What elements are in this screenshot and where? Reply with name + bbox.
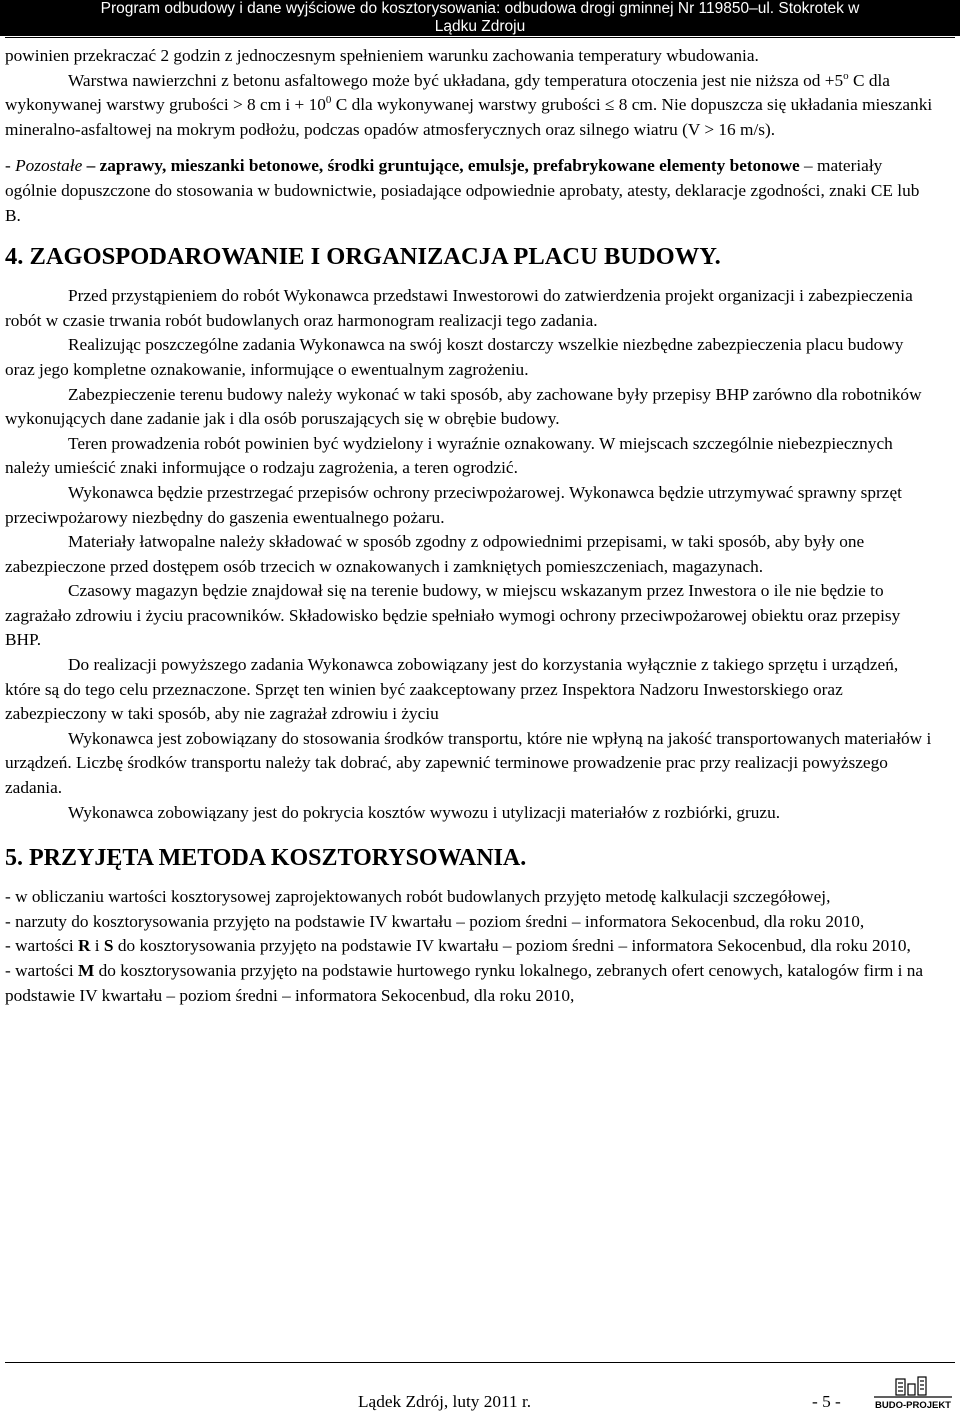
section5-item: - w obliczaniu wartości kosztorysowej zaprojektowanych robót budowlanych przyjęto metodę kalkulacji szczegółowej, (5, 887, 831, 907)
section-heading-4: 4. ZAGOSPODAROWANIE I ORGANIZACJA PLACU BUDOWY. (5, 243, 721, 271)
text-run: do kosztorysowania przyjęto na podstawie IV kwartału – poziom średni – informatora Sekocenbud, dla roku 2010, (113, 936, 911, 956)
paragraph-pozostale (5, 154, 937, 228)
bold-term: R (77, 936, 91, 956)
page-body (5, 44, 937, 1008)
text-run: C dla wykonywanej warstwy grubości ≤ 8 cm. Nie dopuszcza się układania mieszanki mineralno-asfaltowej na mokrym podłożu, podczas opadów atmosferycznych oraz silnego wiatru (V > 16 m/s). (5, 95, 933, 139)
bold-term: S (103, 936, 114, 956)
text-run: Warstwa nawierzchni z betonu asfaltowego może być układana, gdy temperatura otoczenia jest nie niższa od +5 (68, 70, 844, 90)
italic-term: Pozostałe (15, 156, 83, 176)
section5-item (5, 959, 937, 1008)
header-line-1: Program odbudowy i dane wyjściowe do kosztorysowania: odbudowa drogi gminnej Nr 119850–ul. Stokrotek w (100, 0, 860, 17)
text-run: – materiały ogólnie dopuszczone do stosowania w budownictwie, posiadające odpowiednie aprobaty, atesty, deklaracje zgodności, znaki CE lub B. (5, 156, 920, 225)
text-run: do kosztorysowania przyjęto na podstawie hurtowego rynku lokalnego, zebranych ofert cenowych, katalogów firm i na podstawie IV kwartału – poziom średni – informatora Sekocenbud, dla roku 2010, (5, 961, 924, 1005)
text-run: – (82, 156, 100, 176)
section4-paragraph: Przed przystąpieniem do robót Wykonawca przedstawi Inwestorowi do zatwierdzenia projekt organizacji i zabezpieczenia robót w czasie trwania robót budowlanych oraz harmonogram realizacji tego zadania. (5, 286, 913, 330)
section-heading-5: 5. PRZYJĘTA METODA KOSZTORYSOWANIA. (5, 845, 527, 872)
section4-paragraph: Teren prowadzenia robót powinien być wydzielony i wyraźnie oznakowany. W miejscach szczególnie niebezpiecznych należy umieścić znaki informujące o rodzaju zagrożenia, a teren ogrodzić. (5, 433, 893, 478)
section4-paragraph: Czasowy magazyn będzie znajdował się na terenie budowy, w miejscu wskazanym przez Inwestora o ile nie będzie to zagrażało zdrowiu i życiu pracowników. Składowisko będzie spełniało wymogi ochrony przeciwpożarowej obiektu oraz przepisy BHP. (5, 581, 901, 650)
section4-paragraph: Wykonawca będzie przestrzegać przepisów ochrony przeciwpożarowej. Wykonawca będzie utrzymywać sprawny sprzęt przeciwpożarowy niezbędny do gaszenia ewentualnego pożaru. (5, 482, 902, 527)
text-run: - wartości (5, 936, 78, 956)
text-run: i (90, 936, 104, 956)
page-header (0, 0, 960, 36)
footer-rule (5, 1362, 955, 1363)
section4-paragraph: Wykonawca jest zobowiązany do stosowania środków transportu, które nie wpłyną na jakość transportowanych materiałów i urządzeń. Liczbę środków transportu należy tak dobrać, aby zapewnić terminowe prowadzenie prac przy realizacji powyższego zadania. (5, 728, 932, 798)
text-run: - wartości (5, 961, 78, 980)
text-run: - (5, 156, 16, 176)
text-run: C dla wykonywanej warstwy grubości > 8 cm i + 10 (5, 70, 890, 115)
superscript: o (843, 69, 849, 82)
bold-term: zaprawy, mieszanki betonowe, środki gruntujące, emulsje, prefabrykowane elementy betonowe (99, 156, 800, 176)
header-line-2: Lądku Zdroju (434, 18, 526, 35)
header-rule (5, 37, 955, 38)
section5-item (5, 934, 937, 959)
paragraph-wbudowanie: powinien przekraczać 2 godzin z jednoczesnym spełnieniem warunku zachowania temperatury wbudowania. (5, 46, 759, 65)
budo-projekt-logo (872, 1376, 954, 1412)
section5-item: - narzuty do kosztorysowania przyjęto na podstawie IV kwartału – poziom średni – informatora Sekocenbud, dla roku 2010, (5, 911, 865, 931)
section4-paragraph: Zabezpieczenie terenu budowy należy wykonać w taki sposób, aby zachowane były przepisy BHP zarówno dla robotników wykonujących dane zadanie jak i dla osób poruszających się w obrębie budowy. (5, 384, 922, 429)
section4-paragraph: Materiały łatwopalne należy składować w sposób zgodny z odpowiednimi przepisami, w taki sposób, aby były one zabezpieczone przed dostępem osób trzecich w oznakowanych i zamkniętych pomieszczeniach, magazynach. (5, 532, 865, 576)
section4-paragraph: Wykonawca zobowiązany jest do pokrycia kosztów wywozu i utylizacji materiałów z rozbiórki, gruzu. (68, 802, 781, 822)
section4-paragraph: Do realizacji powyższego zadania Wykonawca zobowiązany jest do korzystania wyłącznie z takiego sprzętu i urządzeń, które są do tego celu przeznaczone. Sprzęt ten winien być zaakceptowany przez Inspektora Nadzoru Inwestorskiego oraz zabezpieczony w taki sposób, aby nie zagrażał zdrowiu i życiu (5, 655, 899, 724)
paragraph-temperatura (5, 69, 937, 143)
bold-term: M (77, 961, 95, 980)
page-number: - 5 - (812, 1392, 841, 1411)
superscript: 0 (325, 94, 332, 107)
footer-date: Lądek Zdrój, luty 2011 r. (358, 1392, 532, 1411)
logo-text: BUDO-PROJEKT (874, 1400, 952, 1411)
section4-paragraph: Realizując poszczególne zadania Wykonawca na swój koszt dostarczy wszelkie niezbędne zabezpieczenia placu budowy oraz jego kompletne oznakowanie, informujące o ewentualnym zagrożeniu. (5, 335, 904, 379)
